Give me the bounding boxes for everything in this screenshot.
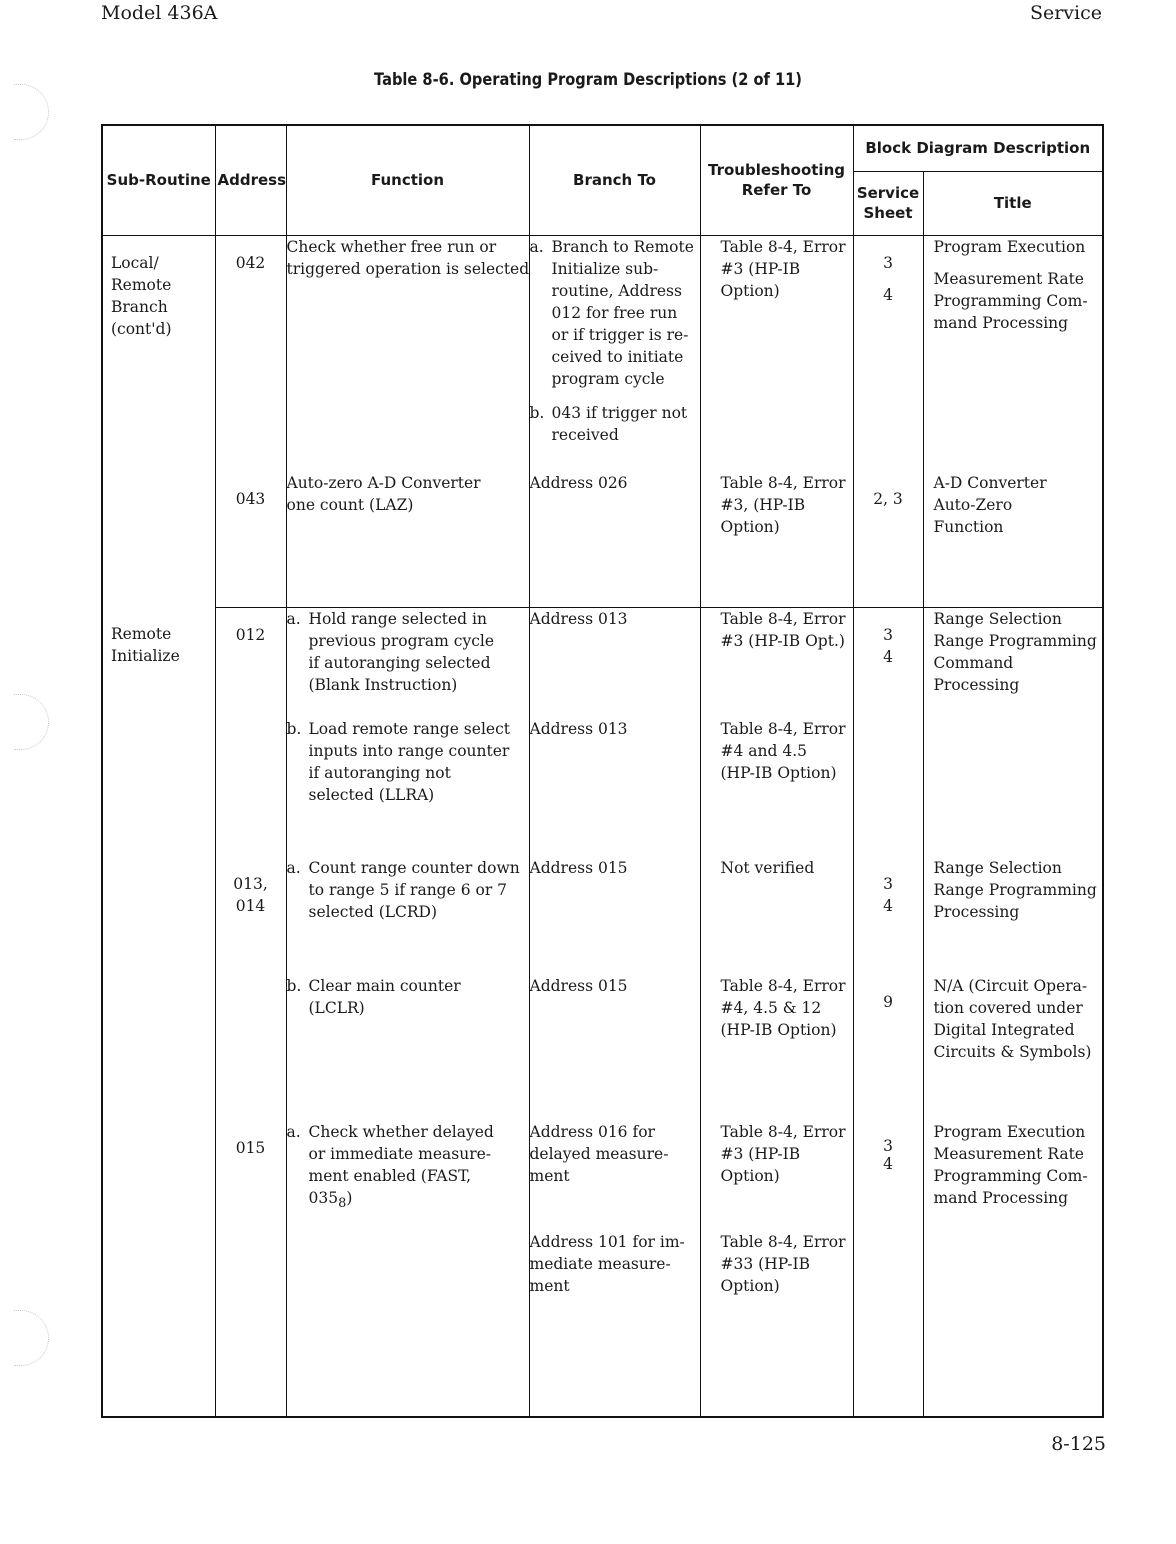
subroutine-cell: Local/ Remote Branch (cont'd) xyxy=(102,235,215,607)
service-sheet-cell: 3 4 xyxy=(853,1121,923,1417)
address-cell: 015 xyxy=(215,1121,286,1417)
service-sheet-cell: 3 4 xyxy=(853,235,923,472)
binder-hole-mark xyxy=(14,1310,49,1366)
title-cell: Program Execution Measurement Rate Programming Com- mand Processing xyxy=(923,235,1103,472)
model-header: Model 436A xyxy=(101,2,218,24)
troubleshooting-cell: Not verified Table 8-4, Error #4, 4.5 & 12 (HP-IB Option) xyxy=(700,857,853,1121)
col-header-title: Title xyxy=(923,171,1103,235)
col-header-function: Function xyxy=(286,125,529,235)
table-row xyxy=(102,235,1103,472)
troubleshooting-cell: Table 8-4, Error #3 (HP-IB Option) xyxy=(700,235,853,472)
table-row xyxy=(102,607,1103,857)
function-cell: Auto-zero A-D Converter one count (LAZ) xyxy=(286,472,529,607)
service-sheet-cell: 3 4 9 xyxy=(853,857,923,1121)
troubleshooting-cell: Table 8-4, Error #3 (HP-IB Opt.) Table 8-4, Error #4 and 4.5 (HP-IB Option) xyxy=(700,607,853,857)
table-title: Table 8-6. Operating Program Descriptions (2 of 11) xyxy=(373,70,802,90)
function-cell: a. Check whether delayed or immediate measure- ment enabled (FAST, $035_8$) xyxy=(286,1121,529,1417)
operating-program-table xyxy=(101,124,1104,1418)
col-header-service-sheet: Service Sheet xyxy=(853,171,923,235)
branch-cell: Address 013 Address 013 xyxy=(529,607,700,857)
address-cell: 042 xyxy=(215,235,286,472)
function-cell: Check whether free run or triggered operation is selected xyxy=(286,235,529,472)
address-cell: 013, 014 xyxy=(215,857,286,1121)
title-cell: Program Execution Measurement Rate Programming Com- mand Processing xyxy=(923,1121,1103,1417)
table-row xyxy=(102,857,1103,1121)
col-header-troubleshooting: Troubleshooting Refer To xyxy=(700,125,853,235)
branch-cell: Address 015 Address 015 xyxy=(529,857,700,1121)
col-header-address: Address xyxy=(215,125,286,235)
service-sheet-cell: 3 4 xyxy=(853,607,923,857)
table-row xyxy=(102,472,1103,607)
function-cell: a. Count range counter down to range 5 if range 6 or 7 selected (LCRD) b. Clear main counter (LCLR) xyxy=(286,857,529,1121)
service-sheet-cell: 2, 3 xyxy=(853,472,923,607)
troubleshooting-cell: Table 8-4, Error #3 (HP-IB Option) Table 8-4, Error #33 (HP-IB Option) xyxy=(700,1121,853,1417)
branch-cell: Address 016 for delayed measure- ment Address 101 for im- mediate measure- ment xyxy=(529,1121,700,1417)
troubleshooting-cell: Table 8-4, Error #3, (HP-IB Option) xyxy=(700,472,853,607)
title-cell: A-D Converter Auto-Zero Function xyxy=(923,472,1103,607)
function-cell: a. Hold range selected in previous program cycle if autoranging selected (Blank Instruction) b. Load remote range select inputs into range counter if autoranging not selected (LLRA) xyxy=(286,607,529,857)
subroutine-cell: Remote Initialize xyxy=(102,607,215,1417)
title-cell: Range Selection Range Programming Command Processing xyxy=(923,607,1103,857)
branch-cell: a. Branch to Remote Initialize sub- routine, Address 012 for free run or if trigger is re- ceived to initiate program cycle b. 043 if trigger not received xyxy=(529,235,700,472)
title-cell: Range Selection Range Programming Processing N/A (Circuit Opera- tion covered under Digital Integrated Circuits & Symbols) xyxy=(923,857,1103,1121)
binder-hole-mark xyxy=(14,84,49,140)
branch-cell: Address 026 xyxy=(529,472,700,607)
address-cell: 043 xyxy=(215,472,286,607)
col-header-block-diagram: Block Diagram Description xyxy=(853,125,1103,171)
col-header-sub-routine: Sub-Routine xyxy=(102,125,215,235)
section-header: Service xyxy=(1029,2,1102,24)
page-number: 8-125 xyxy=(1051,1433,1106,1455)
col-header-branch-to: Branch To xyxy=(529,125,700,235)
address-cell: 012 xyxy=(215,607,286,857)
table-row xyxy=(102,1121,1103,1417)
binder-hole-mark xyxy=(14,694,49,750)
